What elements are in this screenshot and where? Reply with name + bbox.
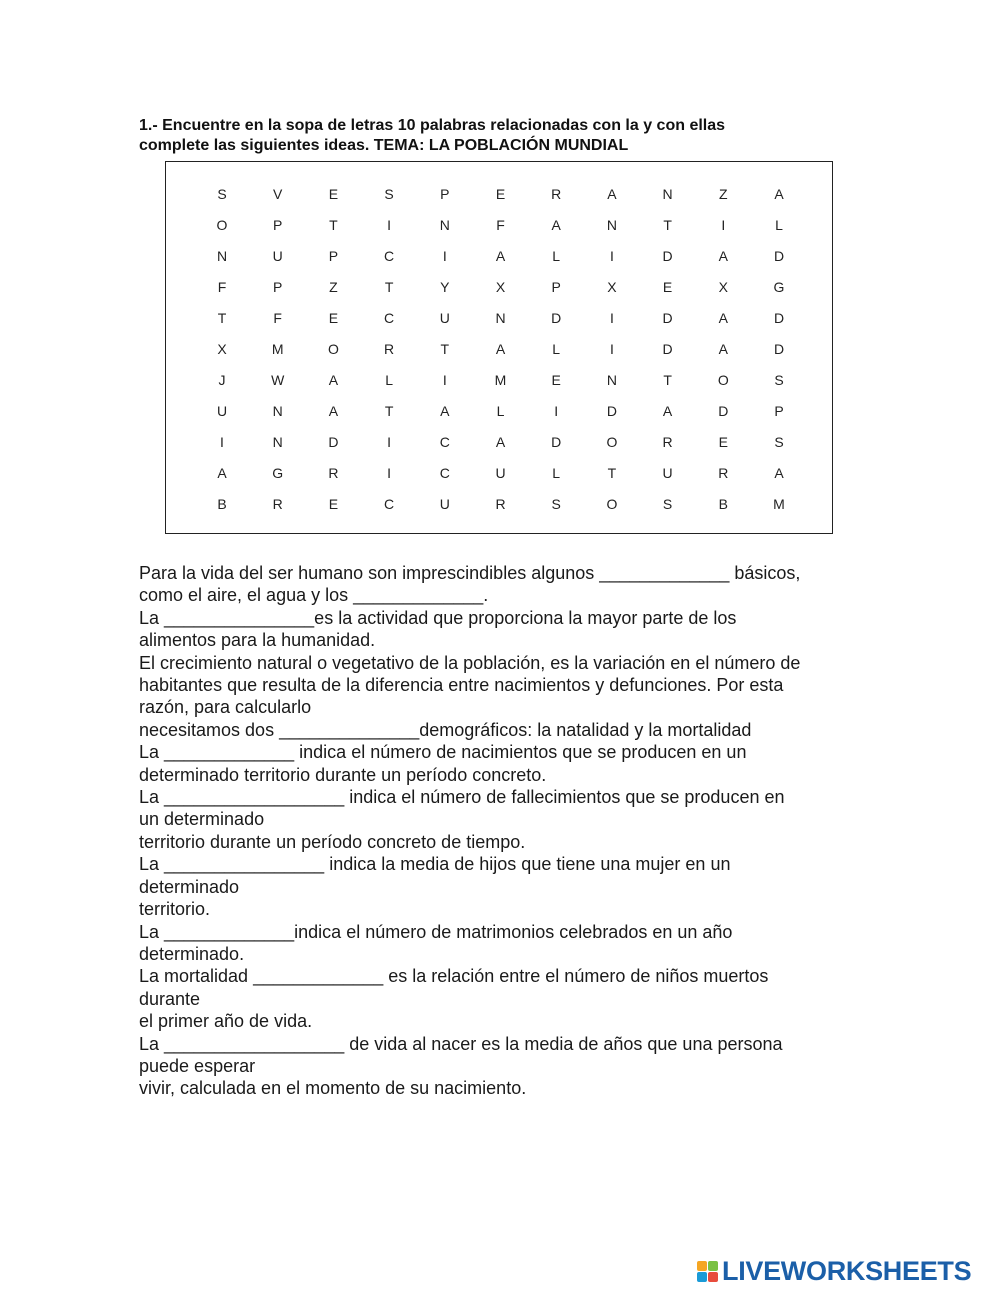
grid-letter[interactable]: N — [272, 434, 283, 450]
grid-letter[interactable]: T — [663, 217, 672, 233]
grid-letter[interactable]: U — [272, 248, 283, 264]
grid-letter[interactable]: D — [606, 403, 617, 419]
instructions-heading — [139, 116, 839, 156]
grid-letter[interactable]: A — [774, 465, 784, 481]
grid-letter[interactable]: E — [718, 434, 728, 450]
grid-row — [166, 401, 832, 421]
grid-letter[interactable]: R — [328, 465, 339, 481]
grid-letter[interactable]: V — [273, 186, 283, 202]
grid-letter[interactable]: I — [609, 310, 614, 326]
grid-letter[interactable]: A — [774, 186, 784, 202]
grid-letter[interactable]: I — [609, 248, 614, 264]
grid-row — [166, 494, 832, 514]
grid-letter[interactable]: D — [662, 341, 673, 357]
grid-letter[interactable]: T — [607, 465, 617, 481]
grid-letter[interactable]: A — [662, 403, 673, 419]
paragraph-line: La mortalidad _____________ es la relación entre el número de niños muertos — [139, 966, 769, 987]
grid-row — [166, 432, 832, 452]
grid-letter[interactable]: X — [718, 279, 728, 295]
grid-letter[interactable]: P — [440, 186, 450, 202]
paragraph-line: La __________________ indica el número de fallecimientos que se producen en — [139, 787, 785, 808]
paragraph-line: alimentos para la humanidad. — [139, 630, 376, 651]
grid-letter[interactable]: I — [442, 372, 447, 388]
grid-letter[interactable]: X — [495, 279, 506, 295]
grid-letter[interactable]: N — [662, 186, 673, 202]
grid-row — [166, 308, 832, 328]
grid-letter[interactable]: I — [721, 217, 726, 233]
grid-letter[interactable]: D — [551, 434, 562, 450]
grid-letter[interactable]: E — [662, 279, 673, 295]
grid-letter[interactable]: Y — [440, 279, 450, 295]
grid-letter[interactable]: R — [384, 341, 395, 357]
fill-in-paragraph — [139, 562, 869, 1100]
grid-letter[interactable]: N — [606, 372, 617, 388]
grid-letter[interactable]: O — [327, 341, 339, 357]
grid-letter[interactable]: O — [606, 434, 618, 450]
grid-letter[interactable]: D — [662, 310, 673, 326]
grid-letter[interactable]: E — [495, 186, 506, 202]
grid-letter[interactable]: W — [271, 372, 285, 388]
logo-square — [697, 1272, 707, 1282]
grid-letter[interactable]: D — [551, 310, 562, 326]
paragraph-line: La __________________ de vida al nacer es la media de años que una persona — [139, 1033, 783, 1054]
grid-letter[interactable]: A — [328, 403, 339, 419]
grid-row — [166, 339, 832, 359]
grid-letter[interactable]: F — [273, 310, 282, 326]
paragraph-line: como el aire, el agua y los _____________. — [139, 585, 489, 606]
grid-letter[interactable]: U — [662, 465, 673, 481]
paragraph-line: determinado — [139, 876, 240, 897]
grid-letter[interactable]: D — [718, 403, 729, 419]
paragraph-line: Para la vida del ser humano son imprescindibles algunos _____________ básicos, — [139, 563, 801, 583]
grid-letter[interactable]: P — [328, 248, 339, 264]
logo-square — [708, 1261, 718, 1271]
heading-line-1: 1.- Encuentre en la sopa de letras 10 palabras relacionadas con la y con ellas — [139, 117, 726, 134]
grid-letter[interactable]: I — [387, 217, 392, 233]
paragraph-line: La ________________ indica la media de hijos que tiene una mujer en un — [139, 854, 731, 875]
word-search-grid[interactable] — [165, 161, 833, 534]
paragraph-line: determinado territorio durante un período concreto. — [139, 764, 547, 785]
paragraph-line: La _____________indica el número de matrimonios celebrados en un año — [139, 921, 733, 942]
grid-letter[interactable]: L — [775, 217, 783, 233]
logo-text: LIVEWORKSHEETS — [722, 1255, 972, 1286]
grid-letter[interactable]: P — [273, 217, 283, 233]
paragraph-line: razón, para calcularlo — [139, 697, 312, 718]
grid-letter[interactable]: R — [662, 434, 673, 450]
grid-letter[interactable]: R — [495, 496, 506, 512]
grid-letter[interactable]: T — [663, 372, 672, 388]
paragraph-line: habitantes que resulta de la diferencia entre nacimientos y defunciones. Por esta — [139, 675, 784, 696]
grid-letter[interactable]: G — [773, 279, 785, 295]
grid-letter[interactable]: D — [662, 248, 673, 264]
grid-letter[interactable]: C — [384, 496, 395, 512]
grid-row — [166, 215, 832, 235]
grid-letter[interactable]: X — [217, 341, 227, 357]
grid-letter[interactable]: S — [384, 186, 394, 202]
grid-letter[interactable]: T — [384, 279, 394, 295]
paragraph-line: necesitamos dos ______________demográficos: la natalidad y la mortalidad — [139, 719, 752, 740]
grid-row — [166, 370, 832, 390]
grid-letter[interactable]: F — [217, 279, 227, 295]
grid-letter[interactable]: N — [216, 248, 228, 264]
paragraph-line: territorio durante un período concreto de tiempo. — [139, 831, 526, 852]
grid-letter[interactable]: C — [439, 434, 450, 450]
grid-letter[interactable]: A — [495, 434, 506, 450]
grid-letter[interactable]: M — [773, 496, 785, 512]
grid-letter[interactable]: L — [552, 248, 561, 264]
grid-letter[interactable]: A — [718, 248, 728, 264]
grid-letter[interactable]: S — [774, 372, 784, 388]
grid-letter[interactable]: L — [552, 465, 561, 481]
paragraph-line: territorio. — [139, 899, 211, 920]
grid-letter[interactable]: T — [384, 403, 394, 419]
grid-letter[interactable]: A — [328, 372, 339, 388]
grid-letter[interactable]: R — [718, 465, 729, 481]
grid-letter[interactable]: T — [440, 341, 450, 357]
grid-letter[interactable]: U — [439, 310, 450, 326]
paragraph-line: un determinado — [139, 809, 265, 830]
grid-letter[interactable]: A — [551, 217, 561, 233]
grid-letter[interactable]: C — [384, 310, 395, 326]
grid-letter[interactable]: C — [439, 465, 450, 481]
liveworksheets-logo — [697, 1256, 971, 1286]
grid-letter[interactable]: U — [439, 496, 450, 512]
grid-letter[interactable]: R — [272, 496, 283, 512]
grid-letter[interactable]: B — [217, 496, 227, 512]
grid-letter[interactable]: E — [328, 310, 339, 326]
grid-letter[interactable]: L — [552, 341, 561, 357]
grid-letter[interactable]: S — [662, 496, 673, 512]
grid-letter[interactable]: E — [551, 372, 561, 388]
grid-letter[interactable]: E — [328, 186, 339, 202]
grid-row — [166, 277, 832, 297]
grid-letter[interactable]: B — [718, 496, 728, 512]
grid-letter[interactable]: T — [217, 310, 227, 326]
grid-letter[interactable]: Z — [329, 279, 338, 295]
paragraph-line: La _____________ indica el número de nacimientos que se producen en un — [139, 742, 747, 763]
grid-letter[interactable]: G — [272, 465, 284, 481]
grid-letter[interactable]: R — [551, 186, 562, 202]
grid-letter[interactable]: I — [554, 403, 559, 419]
grid-letter[interactable]: X — [607, 279, 617, 295]
grid-letter[interactable]: A — [718, 341, 728, 357]
grid-letter[interactable]: A — [440, 403, 450, 419]
grid-letter[interactable]: P — [273, 279, 283, 295]
grid-letter[interactable]: D — [773, 341, 785, 357]
grid-letter[interactable]: S — [217, 186, 227, 202]
grid-letter[interactable]: U — [216, 403, 228, 419]
grid-letter[interactable]: O — [606, 496, 618, 512]
logo-mark-icon — [697, 1261, 718, 1282]
grid-letter[interactable]: Z — [719, 186, 728, 202]
paragraph-line: El crecimiento natural o vegetativo de la población, es la variación en el número de — [139, 652, 801, 673]
grid-letter[interactable]: I — [609, 341, 614, 357]
grid-letter[interactable]: I — [387, 465, 392, 481]
grid-letter[interactable]: A — [217, 465, 227, 481]
paragraph-line: el primer año de vida. — [139, 1011, 313, 1032]
paragraph-line: durante — [139, 988, 201, 1009]
grid-letter[interactable]: D — [773, 310, 785, 326]
grid-letter[interactable]: P — [774, 403, 784, 419]
grid-letter[interactable]: N — [495, 310, 506, 326]
grid-letter[interactable]: N — [439, 217, 450, 233]
grid-row — [166, 246, 832, 266]
grid-letter[interactable]: A — [495, 341, 506, 357]
grid-letter[interactable]: L — [496, 403, 505, 419]
grid-letter[interactable]: S — [551, 496, 561, 512]
grid-letter[interactable]: M — [494, 372, 507, 388]
grid-letter[interactable]: O — [717, 372, 729, 388]
grid-letter[interactable]: I — [387, 434, 392, 450]
grid-letter[interactable]: T — [329, 217, 338, 233]
grid-letter[interactable]: E — [328, 496, 339, 512]
grid-row — [166, 184, 832, 204]
logo-square — [708, 1272, 718, 1282]
grid-letter[interactable]: A — [495, 248, 506, 264]
grid-letter[interactable]: I — [442, 248, 447, 264]
grid-letter[interactable]: A — [718, 310, 728, 326]
grid-letter[interactable]: P — [551, 279, 561, 295]
paragraph-line: vivir, calculada en el momento de su nacimiento. — [139, 1078, 527, 1099]
paragraph-line: La _______________es la actividad que proporciona la mayor parte de los — [139, 607, 737, 628]
grid-letter[interactable]: L — [385, 372, 393, 388]
grid-letter[interactable]: C — [384, 248, 395, 264]
grid-letter[interactable]: F — [496, 217, 505, 233]
paragraph-line: puede esperar — [139, 1055, 256, 1076]
heading-line-2: complete las siguientes ideas. TEMA: LA POBLACIÓN MUNDIAL — [139, 137, 629, 154]
grid-letter[interactable]: D — [328, 434, 339, 450]
grid-letter[interactable]: D — [773, 248, 785, 264]
grid-letter[interactable]: S — [774, 434, 784, 450]
grid-letter[interactable]: N — [606, 217, 617, 233]
grid-letter[interactable]: J — [218, 372, 226, 388]
grid-letter[interactable]: A — [607, 186, 617, 202]
logo-square — [697, 1261, 707, 1271]
grid-letter[interactable]: M — [271, 341, 284, 357]
grid-letter[interactable]: N — [272, 403, 283, 419]
grid-letter[interactable]: U — [495, 465, 506, 481]
grid-row — [166, 463, 832, 483]
grid-letter[interactable]: O — [216, 217, 228, 233]
grid-letter[interactable]: I — [220, 434, 224, 450]
paragraph-line: determinado. — [139, 943, 245, 964]
